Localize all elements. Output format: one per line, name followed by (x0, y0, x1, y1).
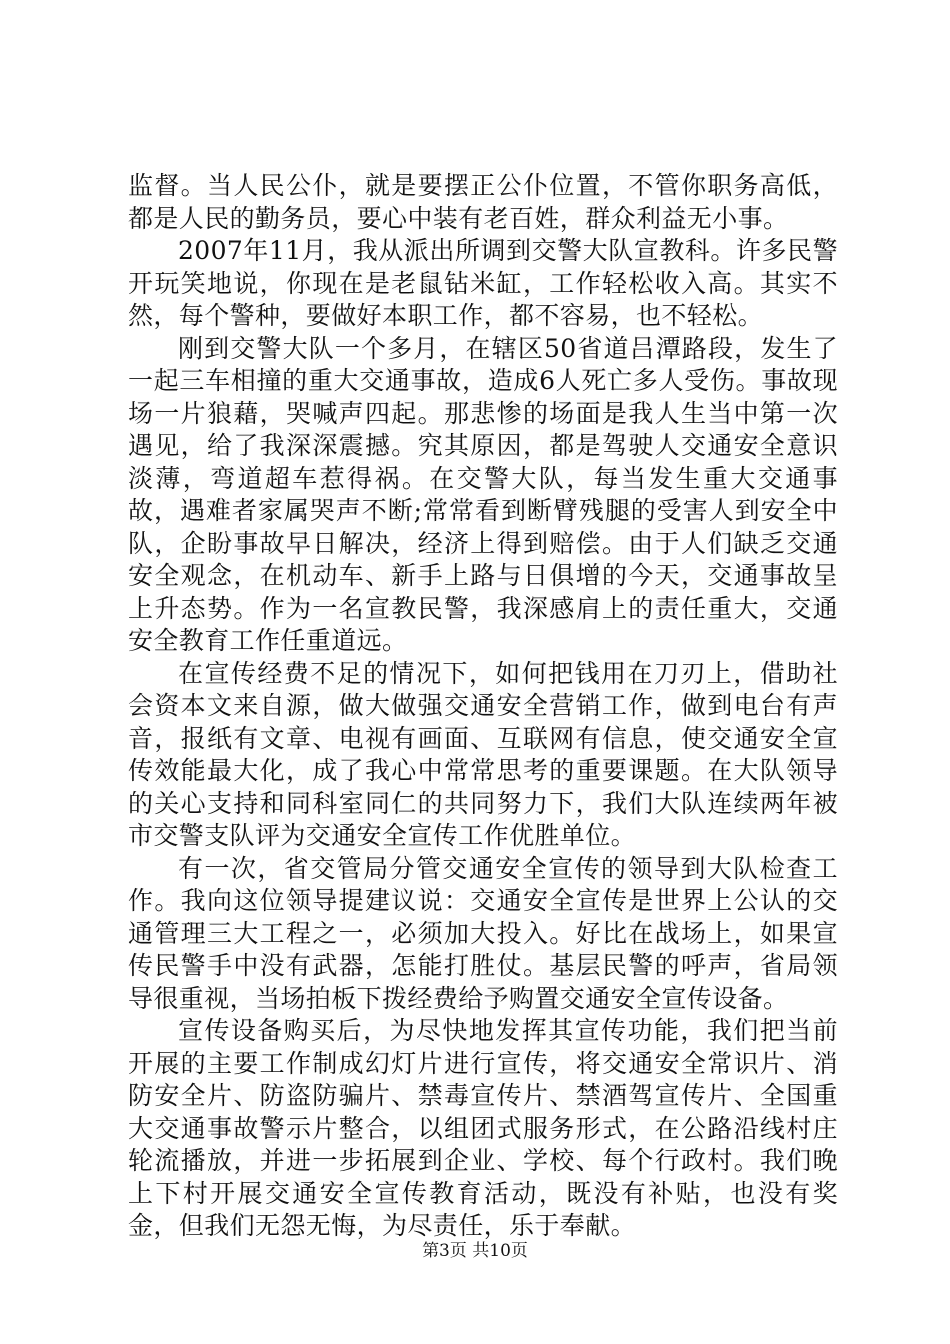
paragraph-4: 在宣传经费不足的情况下，如何把钱用在刀刃上，借助社会资本文来自源，做大做强交通安全营销工作，做到电台有声音，报纸有文章、电视有画面、互联网有信息，使交通安全宣传效能最大化，成了我心中常常思考的重要课题。在大队领导的关心支持和同科室同仁的共同努力下，我们大队连续两年被市交警支队评为交通安全宣传工作优胜单位。 (128, 658, 838, 850)
paragraph-1: 监督。当人民公仆，就是要摆正公仆位置，不管你职务高低，都是人民的勤务员，要心中装有老百姓，群众利益无小事。 (128, 171, 838, 233)
paragraph-2: 2007年11月，我从派出所调到交警大队宣教科。许多民警开玩笑地说，你现在是老鼠钻米缸，工作轻松收入高。其实不然，每个警种，要做好本职工作，都不容易，也不轻松。 (128, 236, 838, 330)
paragraph-3: 刚到交警大队一个多月，在辖区50省道吕潭路段，发生了一起三车相撞的重大交通事故，造成6人死亡多人受伤。事故现场一片狼藉，哭喊声四起。那悲惨的场面是我人生当中第一次遇见，给了我深深震撼。究其原因，都是驾驶人交通安全意识淡薄，弯道超车惹得祸。在交警大队，每当发生重大交通事故，遇难者家属哭声不断;常常看到断臂残腿的受害人到安全中队，企盼事故早日解决，经济上得到赔偿。由于人们缺乏交通安全观念，在机动车、新手上路与日俱增的今天，交通事故呈上升态势。作为一名宣教民警，我深感肩上的责任重大，交通安全教育工作任重道远。 (128, 333, 838, 655)
document-body (128, 170, 838, 1243)
paragraph-6: 宣传设备购买后，为尽快地发挥其宣传功能，我们把当前开展的主要工作制成幻灯片进行宣传，将交通安全常识片、消防安全片、防盗防骗片、禁毒宣传片、禁酒驾宣传片、全国重大交通事故警示片整合，以组团式服务形式，在公路沿线村庄轮流播放，并进一步拓展到企业、学校、每个行政村。我们晚上下村开展交通安全宣传教育活动，既没有补贴，也没有奖金，但我们无怨无悔，为尽责任，乐于奉献。 (128, 1016, 838, 1240)
page-footer (0, 1240, 950, 1262)
paragraph-5: 有一次，省交管局分管交通安全宣传的领导到大队检查工作。我向这位领导提建议说：交通安全宣传是世界上公认的交通管理三大工程之一，必须加大投入。好比在战场上，如果宣传民警手中没有武器，怎能打胜仗。基层民警的呼声，省局领导很重视，当场拍板下拨经费给予购置交通安全宣传设备。 (128, 853, 838, 1013)
page-number-label: 第3页 共10页 (422, 1241, 528, 1261)
